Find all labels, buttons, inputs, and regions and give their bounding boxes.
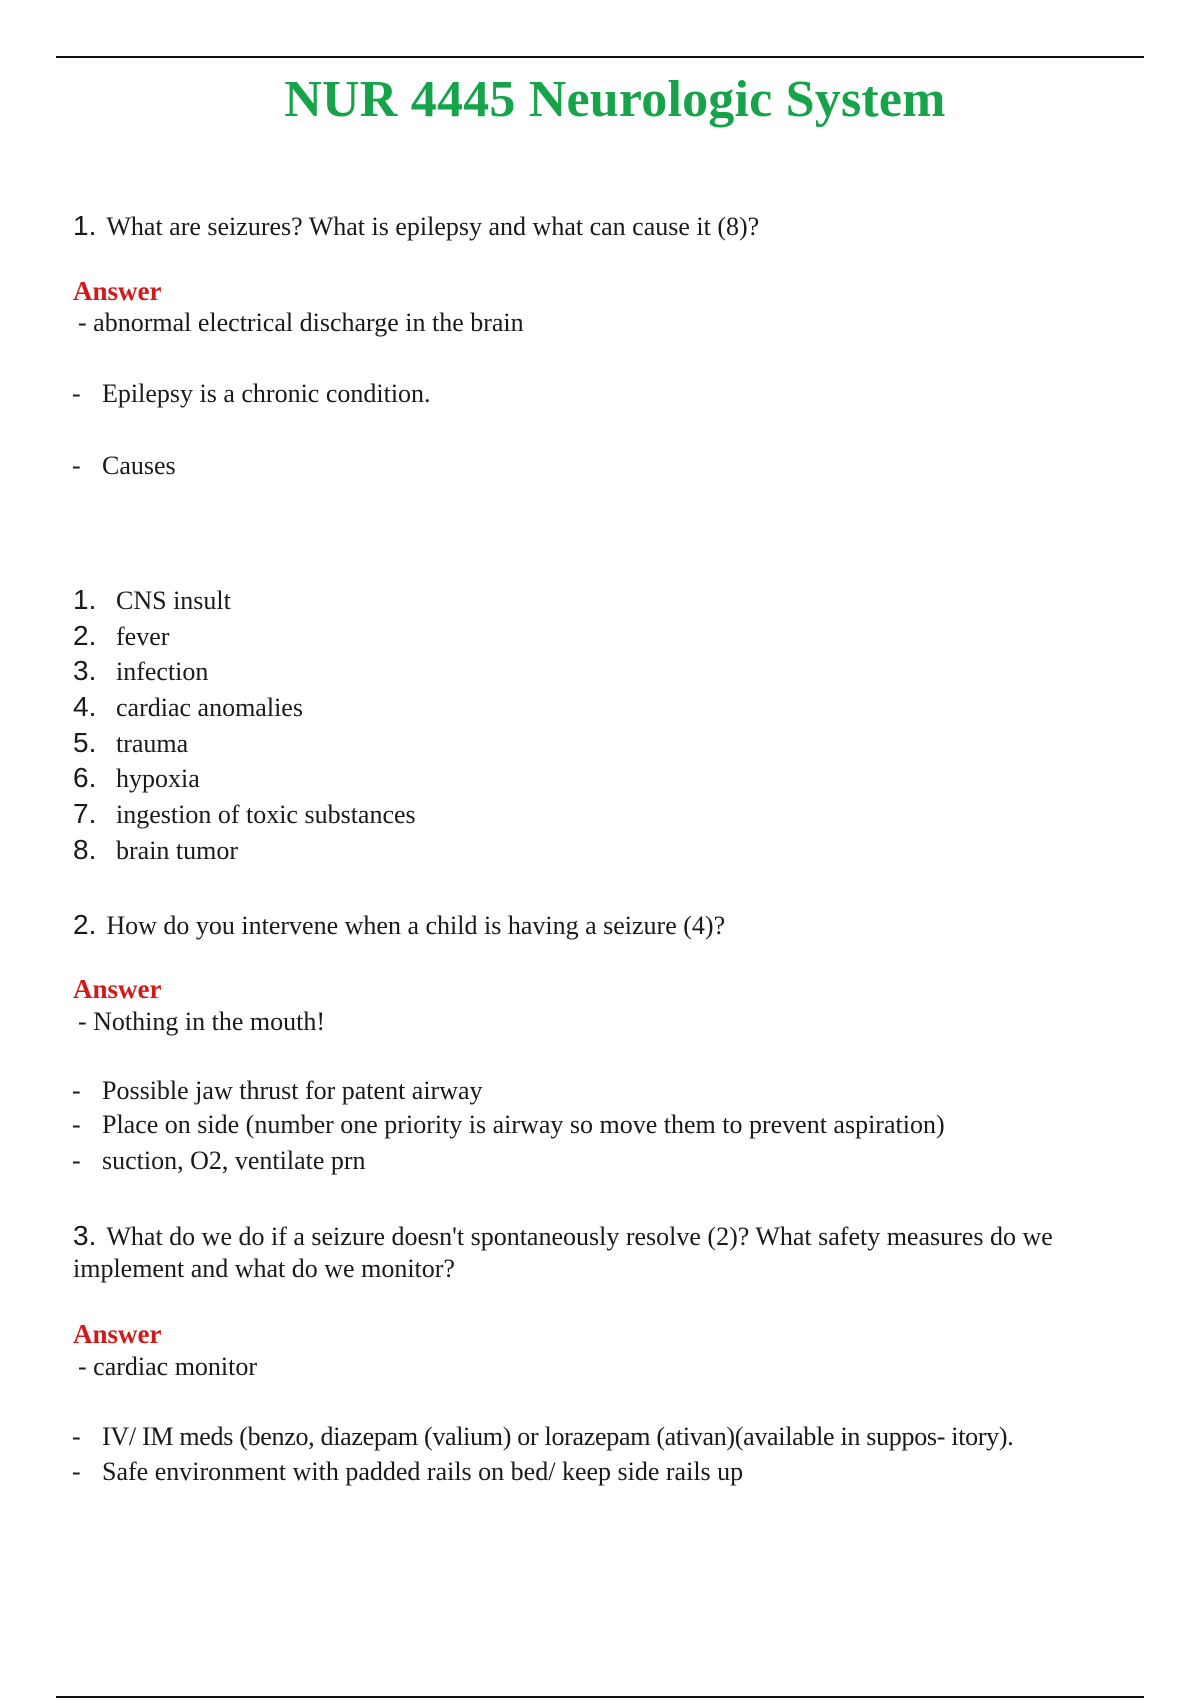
cause-item-2: 2. fever (73, 620, 170, 651)
question-1 (73, 210, 1143, 243)
question-3-text: What do we do if a seizure doesn't spontaneously resolve (2)? What safety measures do we implement and what do we monitor? (73, 1222, 1053, 1283)
question-1-text: What are seizures? What is epilepsy and what can cause it (8)? (106, 212, 760, 241)
question-2-number: 2. (73, 909, 97, 940)
q1-bullet-1: - Epilepsy is a chronic condition. (72, 379, 431, 408)
cause-item-8: 8. brain tumor (73, 834, 239, 865)
answer-label-1: Answer (73, 276, 162, 306)
answer-label-3: Answer (73, 1319, 162, 1349)
q3-answer-first: - cardiac monitor (78, 1352, 258, 1381)
q2-bullet-3: - suction, O2, ventilate prn (72, 1146, 366, 1175)
question-2 (73, 909, 1143, 942)
cause-item-4: 4. cardiac anomalies (73, 691, 303, 722)
bottom-rule (56, 1696, 1144, 1698)
page-title: NUR 4445 Neurologic System (284, 71, 946, 128)
cause-item-1: 1. CNS insult (73, 584, 231, 615)
cause-item-6: 6. hypoxia (73, 762, 200, 793)
q3-bullet-1: - IV/ IM meds (benzo, diazepam (valium) or lorazepam (ativan)(available in suppos- itory). (72, 1422, 1014, 1451)
q1-answer-first: - abnormal electrical discharge in the brain (78, 308, 524, 337)
question-1-number: 1. (73, 210, 97, 241)
question-3 (73, 1220, 1148, 1285)
answer-label-2: Answer (73, 974, 162, 1004)
q2-answer-first: - Nothing in the mouth! (78, 1007, 325, 1036)
q1-bullet-2: - Causes (72, 451, 176, 480)
cause-item-3: 3. infection (73, 655, 209, 686)
cause-item-7: 7. ingestion of toxic substances (73, 798, 416, 829)
q2-bullet-2: - Place on side (number one priority is airway so move them to prevent aspiration) (72, 1110, 945, 1139)
cause-item-5: 5. trauma (73, 727, 189, 758)
question-3-number: 3. (73, 1220, 97, 1251)
question-2-text: How do you intervene when a child is having a seizure (4)? (106, 911, 726, 940)
top-rule (56, 56, 1144, 58)
q2-bullet-1: - Possible jaw thrust for patent airway (72, 1076, 483, 1105)
q3-bullet-2: - Safe environment with padded rails on bed/ keep side rails up (72, 1457, 744, 1486)
